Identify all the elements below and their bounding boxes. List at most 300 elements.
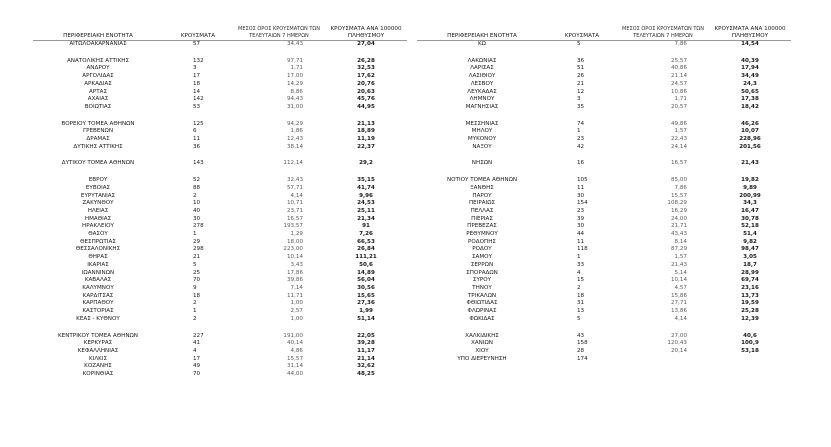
avg-7-days-cell [617, 356, 709, 364]
region-name-cell: ΛΑΣΙΘΙΟΥ [468, 73, 496, 80]
avg-7-days-cell: 24,57 [670, 80, 687, 87]
per-100k-cell: 21,43 [741, 160, 759, 167]
region-name-cell: ΝΟΤΙΟΥ ΤΟΜΕΑ ΑΘΗΝΩΝ [446, 177, 518, 184]
table-row [33, 144, 407, 152]
region-name-cell: ΜΑΓΝΗΣΙΑΣ [465, 103, 499, 110]
region-name-cell: ΘΕΣΠΡΩΤΙΑΣ [80, 238, 116, 245]
table-row [417, 239, 791, 247]
cases-cell: 227 [193, 332, 204, 339]
per-100k-cell: 41,74 [357, 184, 375, 191]
cases-cell: 41 [193, 340, 201, 347]
avg-7-days-cell: 10,86 [670, 88, 687, 95]
left-regions-table [33, 22, 407, 379]
cases-cell: 21 [193, 254, 201, 261]
avg-7-days-cell: 16,57 [670, 160, 687, 167]
cases-cell: 18 [193, 80, 201, 87]
region-name-cell: ΚΕΡΚΥΡΑΣ [83, 340, 113, 347]
region-name-cell: ΗΡΑΚΛΕΙΟΥ [82, 223, 114, 230]
table-row [417, 356, 791, 364]
table-row [33, 223, 407, 231]
table-row [33, 160, 407, 168]
table-row [417, 308, 791, 316]
cases-cell [163, 49, 233, 58]
cases-cell: 158 [577, 340, 588, 347]
table-row [33, 216, 407, 224]
table-row [417, 231, 791, 239]
per-100k-cell [709, 49, 791, 58]
avg-7-days-cell: 112,14 [283, 160, 303, 167]
table-row [417, 144, 791, 152]
cases-cell: 105 [577, 177, 588, 184]
avg-7-days-cell: 10,14 [670, 277, 687, 284]
table-row [417, 185, 791, 193]
region-name-cell: ΛΕΥΚΑΔΑΣ [467, 88, 497, 95]
table-row [417, 285, 791, 293]
cases-cell: 18 [193, 292, 201, 299]
region-name-cell: ΕΥΡΥΤΑΝΙΑΣ [80, 192, 116, 199]
header-row [33, 22, 407, 41]
table-row [33, 73, 407, 81]
region-name-cell: ΚΑΣΤΟΡΙΑΣ [82, 308, 114, 315]
per-100k-cell: 52,18 [741, 223, 759, 230]
region-name-cell: ΚΟΖΑΝΗΣ [84, 363, 112, 370]
table-row [33, 348, 407, 356]
per-100k-cell: 56,04 [357, 277, 375, 284]
region-name-cell: ΠΕΙΡΑΙΩΣ [468, 200, 496, 207]
table-row [33, 308, 407, 316]
avg-7-days-cell: 24,00 [670, 215, 687, 222]
avg-7-days-cell: 7,86 [674, 41, 687, 47]
header-region: ΠΕΡΙΦΕΡΕΙΑΚΗ ΕΝΟΤΗΤΑ [33, 22, 163, 41]
cases-cell [163, 324, 233, 333]
per-100k-cell: 32,62 [357, 363, 375, 370]
cases-cell: 53 [193, 103, 201, 110]
cases-cell: 43 [577, 332, 585, 339]
per-100k-cell: 111,21 [355, 254, 377, 261]
avg-7-days-cell [617, 112, 709, 121]
per-100k-cell: 14,89 [357, 269, 375, 276]
spacer-row [417, 112, 791, 121]
cases-cell: 25 [193, 269, 201, 276]
avg-7-days-cell: 31,14 [286, 363, 303, 370]
cases-cell: 51 [577, 65, 585, 72]
cases-cell: 23 [577, 136, 585, 143]
cases-cell: 28 [577, 347, 585, 354]
per-100k-cell: 39,28 [357, 340, 375, 347]
region-name-cell: ΠΙΕΡΙΑΣ [471, 215, 493, 222]
per-100k-cell: 98,47 [741, 246, 759, 253]
cases-cell: 154 [577, 200, 588, 207]
cases-cell: 23 [577, 207, 585, 214]
avg-7-days-cell: 39,86 [286, 277, 303, 284]
table-row [33, 246, 407, 254]
table-row [33, 208, 407, 216]
region-name-cell: ΦΛΩΡΙΝΑΣ [467, 308, 497, 315]
per-100k-cell: 25,28 [741, 308, 759, 315]
per-100k-cell [325, 112, 407, 121]
avg-7-days-cell: 85,00 [670, 177, 687, 184]
avg-7-days-cell: 18,00 [286, 238, 303, 245]
per-100k-cell: 23,16 [741, 284, 759, 291]
per-100k-cell: 48,25 [357, 371, 375, 378]
region-name-cell: ΝΗΣΩΝ [471, 160, 493, 167]
spacer-row [417, 324, 791, 333]
per-100k-cell: 53,18 [741, 347, 759, 354]
per-100k-cell: 14,54 [741, 41, 759, 47]
avg-7-days-cell: 11,71 [286, 292, 303, 299]
per-100k-cell: 22,37 [357, 143, 375, 150]
per-100k-cell: 17,38 [741, 96, 759, 103]
cases-cell [163, 112, 233, 121]
header-avg-7-days: ΜΕΣΟΣ ΟΡΟΣ ΚΡΟΥΣΜΑΤΩΝ ΤΩΝ ΤΕΛΕΥΤΑΙΩΝ 7 ΗΜΕΡΩΝ [233, 22, 325, 41]
avg-7-days-cell: 1,71 [290, 65, 303, 72]
cases-cell: 57 [193, 41, 201, 47]
avg-7-days-cell: 10,14 [286, 254, 303, 261]
avg-7-days-cell: 20,57 [670, 103, 687, 110]
avg-7-days-cell [233, 49, 325, 58]
table-row [417, 316, 791, 324]
avg-7-days-cell [617, 151, 709, 160]
region-name-cell: ΤΗΝΟΥ [472, 284, 492, 291]
table-row [417, 41, 791, 49]
region-name-cell: ΜΥΚΟΝΟΥ [467, 136, 497, 143]
avg-7-days-cell: 15,57 [670, 192, 687, 199]
spacer-row [417, 151, 791, 160]
region-name-cell: ΚΑΒΑΛΑΣ [84, 277, 112, 284]
avg-7-days-cell: 2,57 [290, 308, 303, 315]
table-row [417, 333, 791, 341]
table-row [417, 300, 791, 308]
per-100k-cell: 24,3 [743, 80, 757, 87]
per-100k-cell: 91 [362, 223, 370, 230]
per-100k-cell: 29,2 [359, 160, 373, 167]
avg-7-days-cell: 94,29 [286, 120, 303, 127]
region-name-cell: ΒΟΙΩΤΙΑΣ [84, 103, 112, 110]
region-name-cell: ΥΠΟ ΔΙΕΡΕΥΝΗΣΗ [457, 355, 507, 362]
cases-cell: 70 [193, 277, 201, 284]
avg-7-days-cell: 8,14 [674, 238, 687, 245]
region-name-cell: ΧΑΝΙΩΝ [471, 340, 493, 347]
table-row [417, 81, 791, 89]
per-100k-cell: 18,7 [743, 261, 757, 268]
avg-7-days-cell: 16,29 [670, 207, 687, 214]
avg-7-days-cell: 21,71 [670, 223, 687, 230]
cases-cell [163, 168, 233, 177]
per-100k-cell: 15,65 [357, 292, 375, 299]
cases-cell: 35 [577, 103, 585, 110]
table-row [33, 193, 407, 201]
region-name-cell [417, 168, 547, 177]
table-row [417, 128, 791, 136]
per-100k-cell: 9,82 [743, 238, 757, 245]
avg-7-days-cell: 4,86 [290, 347, 303, 354]
table-row [417, 58, 791, 66]
region-name-cell: ΛΑΡΙΣΑΣ [470, 65, 494, 72]
cases-cell: 29 [193, 238, 201, 245]
table-row [33, 81, 407, 89]
avg-7-days-cell: 15,57 [286, 355, 303, 362]
cases-cell: 278 [193, 223, 204, 230]
region-name-cell [417, 151, 547, 160]
avg-7-days-cell: 21,43 [670, 261, 687, 268]
table-row [33, 239, 407, 247]
per-100k-cell: 201,56 [739, 143, 761, 150]
region-name-cell: ΚΕΑΣ - ΚΥΘΝΟΥ [76, 315, 120, 322]
per-100k-cell: 26,84 [357, 246, 375, 253]
per-100k-cell: 100,9 [741, 340, 759, 347]
cases-cell: 5 [193, 261, 197, 268]
avg-7-days-cell: 44,00 [286, 371, 303, 378]
avg-7-days-cell: 16,57 [286, 215, 303, 222]
table-row [417, 89, 791, 97]
table-row [417, 223, 791, 231]
per-100k-cell [325, 168, 407, 177]
avg-7-days-cell: 1,00 [290, 315, 303, 322]
per-100k-cell: 11,17 [357, 347, 375, 354]
per-100k-cell: 27,04 [357, 41, 375, 47]
cases-cell: 1 [193, 308, 197, 315]
table-row [33, 285, 407, 293]
cases-cell: 11 [577, 238, 585, 245]
avg-7-days-cell: 1,71 [674, 96, 687, 103]
region-name-cell: ΡΕΘΥΜΝΟΥ [466, 231, 498, 238]
region-name-cell: ΑΡΓΟΛΙΔΑΣ [82, 73, 114, 80]
avg-7-days-cell: 1,29 [290, 231, 303, 238]
region-name-cell: ΠΕΛΛΑΣ [470, 207, 494, 214]
cases-cell: 39 [577, 215, 585, 222]
per-100k-cell [709, 324, 791, 333]
cases-cell: 30 [577, 223, 585, 230]
header-cases: ΚΡΟΥΣΜΑΤΑ [163, 22, 233, 41]
header-row [417, 22, 791, 41]
cases-cell: 5 [577, 41, 581, 47]
per-100k-cell: 50,65 [741, 88, 759, 95]
table-row [417, 340, 791, 348]
avg-7-days-cell: 12,43 [286, 136, 303, 143]
per-100k-cell [709, 168, 791, 177]
avg-7-days-cell: 24,14 [670, 143, 687, 150]
cases-cell: 26 [577, 73, 585, 80]
region-name-cell: ΛΑΚΩΝΙΑΣ [467, 57, 497, 64]
table-row [33, 200, 407, 208]
avg-7-days-cell [233, 324, 325, 333]
avg-7-days-cell: 1,86 [290, 128, 303, 135]
per-100k-cell: 26,28 [357, 57, 375, 64]
header-avg-7-days: ΜΕΣΟΣ ΟΡΟΣ ΚΡΟΥΣΜΑΤΩΝ ΤΩΝ ΤΕΛΕΥΤΑΙΩΝ 7 ΗΜΕΡΩΝ [617, 22, 709, 41]
avg-7-days-cell: 1,57 [674, 254, 687, 261]
cases-cell: 6 [193, 128, 197, 135]
avg-7-days-cell: 31,00 [286, 103, 303, 110]
spacer-row [33, 168, 407, 177]
per-100k-cell [325, 49, 407, 58]
cases-cell: 5 [577, 315, 581, 322]
avg-7-days-cell: 94,43 [286, 96, 303, 103]
per-100k-cell [325, 324, 407, 333]
per-100k-cell: 51,14 [357, 315, 375, 322]
region-name-cell: ΠΡΕΒΕΖΑΣ [467, 223, 497, 230]
per-100k-cell: 50,6 [359, 261, 373, 268]
region-name-cell: ΜΗΛΟΥ [471, 128, 493, 135]
cases-cell: 88 [193, 184, 201, 191]
cases-cell: 40 [193, 207, 201, 214]
cases-cell: 11 [193, 136, 201, 143]
table-row [33, 185, 407, 193]
cases-cell: 70 [193, 371, 201, 378]
per-100k-cell: 69,74 [741, 277, 759, 284]
avg-7-days-cell: 223,00 [283, 246, 303, 253]
avg-7-days-cell: 14,29 [286, 80, 303, 87]
avg-7-days-cell [617, 49, 709, 58]
region-name-cell: ΚΑΛΥΜΝΟΥ [82, 284, 114, 291]
region-name-cell: ΔΥΤΙΚΗΣ ΑΤΤΙΚΗΣ [73, 143, 123, 150]
per-100k-cell: 18,89 [357, 128, 375, 135]
table-row [33, 300, 407, 308]
region-name-cell: ΜΕΣΣΗΝΙΑΣ [465, 120, 499, 127]
region-name-cell: ΘΕΣΣΑΛΟΝΙΚΗΣ [75, 246, 121, 253]
cases-cell: 13 [577, 308, 585, 315]
cases-cell: 3 [577, 96, 581, 103]
per-100k-cell: 27,36 [357, 300, 375, 307]
avg-7-days-cell: 57,71 [286, 184, 303, 191]
avg-7-days-cell: 15,86 [670, 292, 687, 299]
right-table-body [417, 41, 791, 364]
table-row [33, 96, 407, 104]
region-name-cell [417, 49, 547, 58]
avg-7-days-cell: 17,00 [286, 73, 303, 80]
avg-7-days-cell: 22,43 [670, 136, 687, 143]
region-name-cell: ΔΡΑΜΑΣ [86, 136, 110, 143]
per-100k-cell: 40,39 [741, 57, 759, 64]
cases-cell: 31 [577, 300, 585, 307]
avg-7-days-cell: 25,57 [670, 57, 687, 64]
avg-7-days-cell: 193,57 [283, 223, 303, 230]
per-100k-cell: 3,05 [743, 254, 757, 261]
region-name-cell [417, 324, 547, 333]
per-100k-cell: 30,56 [357, 284, 375, 291]
per-100k-cell: 19,82 [741, 177, 759, 184]
avg-7-days-cell: 23,71 [286, 207, 303, 214]
cases-cell: 125 [193, 120, 204, 127]
table-row [417, 348, 791, 356]
per-100k-cell: 40,6 [743, 332, 757, 339]
header-cases-per-100k: ΚΡΟΥΣΜΑΤΑ ΑΝΑ 100000 ΠΛΗΘΥΣΜΟΥ [325, 22, 407, 41]
region-name-cell [33, 49, 163, 58]
cases-cell [547, 151, 617, 160]
avg-7-days-cell: 43,43 [670, 231, 687, 238]
table-row [417, 208, 791, 216]
avg-7-days-cell: 191,00 [283, 332, 303, 339]
avg-7-days-cell [617, 324, 709, 333]
per-100k-cell: 10,07 [741, 128, 759, 135]
avg-7-days-cell: 49,86 [670, 120, 687, 127]
cases-cell: 36 [193, 143, 201, 150]
per-100k-cell: 13,73 [741, 292, 759, 299]
table-row [417, 193, 791, 201]
table-row [417, 262, 791, 270]
cases-cell: 33 [577, 261, 585, 268]
cases-cell: 74 [577, 120, 585, 127]
region-name-cell: ΑΙΤΩΛΟΑΚΑΡΝΑΝΙΑΣ [69, 41, 127, 47]
cases-cell: 4 [193, 347, 197, 354]
cases-cell: 132 [193, 57, 204, 64]
table-row [33, 58, 407, 66]
cases-cell: 21 [577, 80, 585, 87]
region-name-cell: ΦΩΚΙΔΑΣ [469, 315, 495, 322]
table-row [417, 104, 791, 112]
region-name-cell: ΔΥΤΙΚΟΥ ΤΟΜΕΑ ΑΘΗΝΩΝ [61, 160, 135, 167]
spacer-row [33, 49, 407, 58]
per-100k-cell: 21,34 [357, 215, 375, 222]
table-row [417, 160, 791, 168]
per-100k-cell: 17,62 [357, 73, 375, 80]
region-name-cell: ΣΕΡΡΩΝ [470, 261, 494, 268]
cases-cell [163, 151, 233, 160]
cases-cell [547, 168, 617, 177]
table-row [417, 293, 791, 301]
avg-7-days-cell: 38,14 [286, 143, 303, 150]
avg-7-days-cell: 13,86 [670, 308, 687, 315]
table-row [417, 136, 791, 144]
cases-cell: 174 [577, 355, 588, 362]
cases-cell: 30 [193, 215, 201, 222]
cases-cell: 9 [193, 284, 197, 291]
left-table-body [33, 41, 407, 379]
region-name-cell: ΕΒΡΟΥ [88, 177, 108, 184]
cases-cell: 42 [577, 143, 585, 150]
per-100k-cell: 46,26 [741, 120, 759, 127]
cases-cell: 18 [577, 292, 585, 299]
header-cases-per-100k: ΚΡΟΥΣΜΑΤΑ ΑΝΑ 100000 ΠΛΗΘΥΣΜΟΥ [709, 22, 791, 41]
cases-cell: 12 [577, 88, 585, 95]
region-name-cell: ΛΕΣΒΟΥ [470, 80, 494, 87]
cases-cell: 14 [193, 88, 201, 95]
table-row [417, 96, 791, 104]
table-row [417, 216, 791, 224]
region-name-cell: ΣΑΜΟΥ [471, 254, 492, 261]
table-row [33, 333, 407, 341]
table-row [33, 65, 407, 73]
per-100k-cell: 20,76 [357, 80, 375, 87]
header-region: ΠΕΡΙΦΕΡΕΙΑΚΗ ΕΝΟΤΗΤΑ [417, 22, 547, 41]
table-row [33, 262, 407, 270]
spacer-row [33, 324, 407, 333]
avg-7-days-cell: 27,71 [670, 300, 687, 307]
spacer-row [33, 112, 407, 121]
table-row [417, 121, 791, 129]
per-100k-cell [709, 112, 791, 121]
avg-7-days-cell [617, 168, 709, 177]
table-row [33, 128, 407, 136]
region-name-cell: ΚΑΡΠΑΘΟΥ [82, 300, 114, 307]
region-name-cell: ΑΝΑΤΟΛΙΚΗΣ ΑΤΤΙΚΗΣ [66, 57, 130, 64]
avg-7-days-cell: 20,14 [670, 347, 687, 354]
spacer-row [33, 151, 407, 160]
table-row [33, 316, 407, 324]
region-name-cell: ΤΡΙΚΑΛΩΝ [467, 292, 497, 299]
region-name-cell: ΚΑΡΔΙΤΣΑΣ [82, 292, 114, 299]
cases-cell: 49 [193, 363, 201, 370]
cases-cell: 1 [193, 231, 197, 238]
avg-7-days-cell: 17,86 [286, 269, 303, 276]
right-regions-table [417, 22, 791, 363]
per-100k-cell: 66,53 [357, 238, 375, 245]
table-row [33, 277, 407, 285]
table-row [417, 73, 791, 81]
cases-cell: 142 [193, 96, 204, 103]
cases-cell: 16 [577, 160, 585, 167]
avg-7-days-cell: 1,00 [290, 300, 303, 307]
table-row [33, 254, 407, 262]
